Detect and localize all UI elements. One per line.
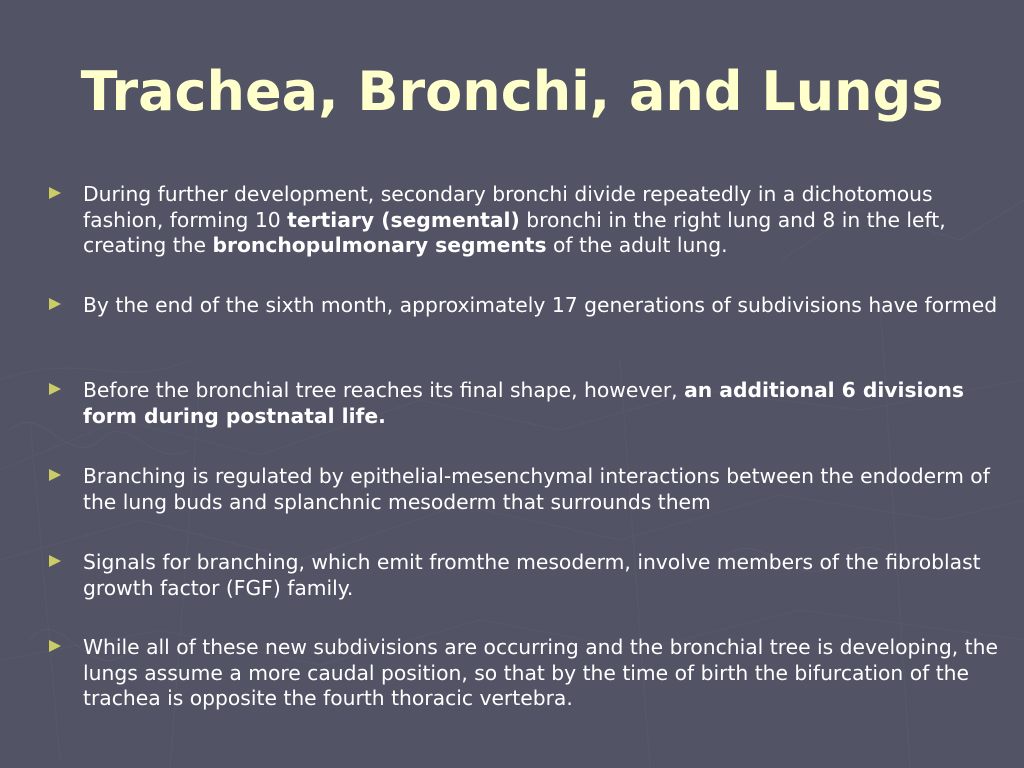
text-run: bronchi in the right lung and 8 in the left, creating the [83,207,946,257]
bullet-text [83,293,1011,319]
slide-title: Trachea, Bronchi, and Lungs [80,60,944,123]
triangle-right-icon [48,639,62,653]
bold-text: bronchopulmonary segments [212,233,547,257]
text-run: By the end of the sixth month, approximately 17 generations of subdivisions have formed [83,293,998,317]
triangle-right-icon [48,186,62,200]
triangle-right-icon [48,382,62,396]
bullet-text [83,378,1011,429]
text-run: During further development, secondary bronchi divide repeatedly in a dichotomous fashion, forming 10 [83,182,933,232]
triangle-right-icon [48,297,62,311]
bullet-text [83,182,1011,259]
triangle-right-icon [48,468,62,482]
text-run: Before the bronchial tree reaches its final shape, however, [83,378,685,402]
text-run: Signals for branching, which emit fromthe mesoderm, involve members of the fibroblast growth factor (FGF) family. [83,550,981,600]
text-run: Branching is regulated by epithelial-mesenchymal interactions between the endoderm of the lung buds and splanchnic mesoderm that surrounds them [83,464,990,514]
bullet-text [83,635,1011,712]
bullet-text [83,550,1011,601]
bold-text: tertiary (segmental) [287,207,520,232]
triangle-right-icon [48,554,62,568]
bold-text: an additional 6 divisions form during postnatal life. [83,378,964,428]
bullet-text [83,464,1011,515]
text-run: of the adult lung. [546,233,728,257]
text-run: While all of these new subdivisions are occurring and the bronchial tree is developing, the lungs assume a more caudal position, so that by the time of birth the bifurcation of the trachea is opposite the fourth thoracic vertebra. [83,635,998,710]
